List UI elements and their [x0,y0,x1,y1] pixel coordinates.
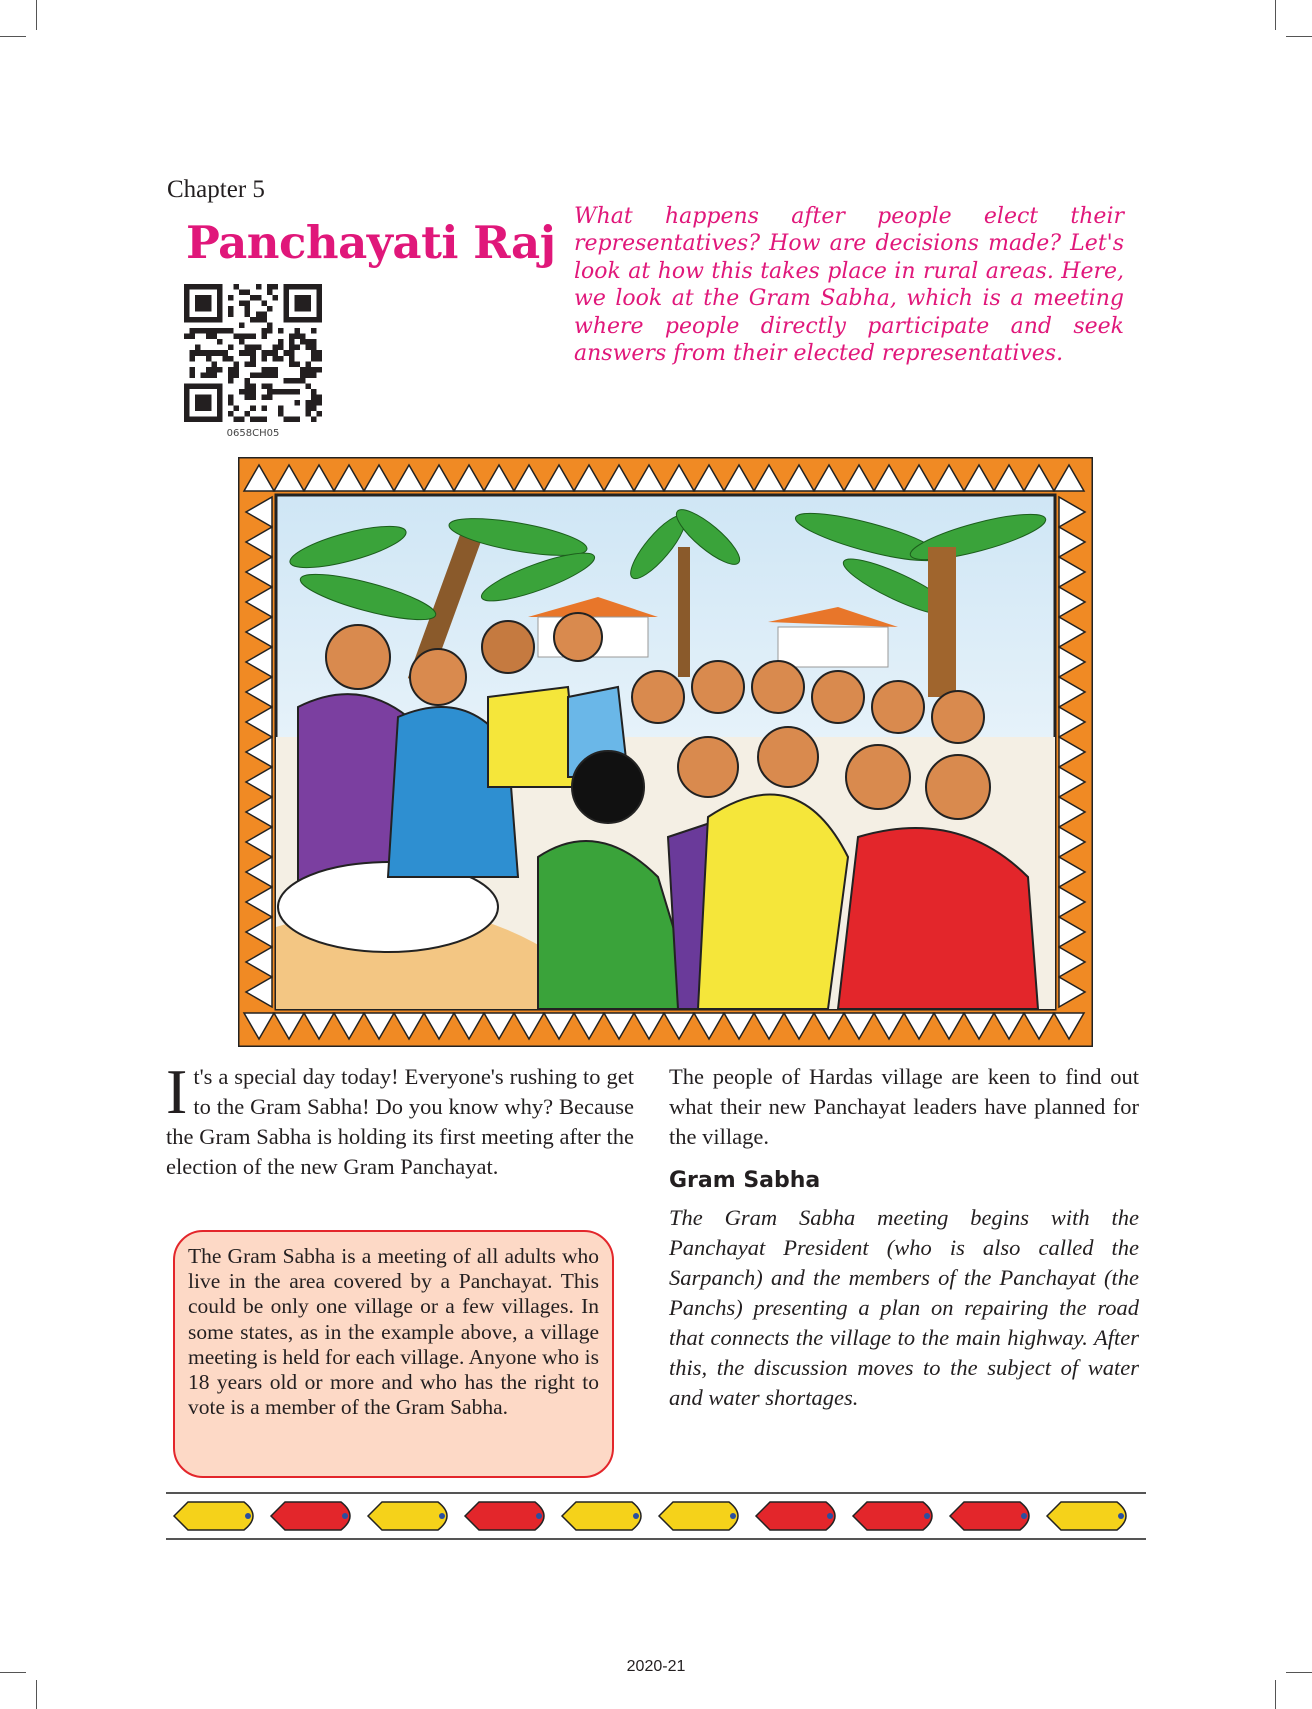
section-heading: Gram Sabha [669,1168,821,1193]
fish-motif [465,1502,544,1530]
intro-paragraph-text: t's a special day today! Everyone's rushing to get to the Gram Sabha! Do you know why? Because the Gram Sabha is holding its first meeting after the election of the new Gram Panchayat. [166,1064,634,1179]
fish-motif [853,1502,932,1530]
decorative-fish-border [166,1490,1146,1542]
fish-eye [245,1513,251,1519]
fish-motif [271,1502,350,1530]
fish-eye [536,1513,542,1519]
fish-eye [1118,1513,1124,1519]
fish-motif [1047,1502,1126,1530]
crop-mark [0,36,26,37]
fish-motif [659,1502,738,1530]
qr-code-label: 0658CH05 [226,428,280,439]
gram-sabha-illustration [238,457,1093,1047]
drop-cap: I [166,1056,188,1127]
fish-motif [950,1502,1029,1530]
page-footer-year: 2020-21 [626,1658,686,1675]
gram-sabha-paragraph: The Gram Sabha meeting begins with the Panchayat President (who is also called the Sarpanch) and the members of the Panchayat (the Panchs) presenting a plan on repairing the road that connects the village to the main highway. After this, the discussion moves to the subject of water and water shortages. [669,1205,1139,1410]
chapter-intro: What happens after people elect their representatives? How are decisions made? Let's look at how this takes place in rural areas. Here, we look at the Gram Sabha, which is a meeting where people directly participate and seek answers from their elected representatives. [574,204,1124,367]
fish-eye [1021,1513,1027,1519]
fish-motif [562,1502,641,1530]
gram-sabha-definition-box: The Gram Sabha is a meeting of all adults who live in the area covered by a Panchayat. This could be only one village or a few villages. In some states, as in the example above, a village meeting is held for each village. Anyone who is 18 years old or more and who has the right to vote is a member of the Gram Sabha. [173,1230,614,1478]
hardas-paragraph: The people of Hardas village are keen to find out what their new Panchayat leaders have planned for the village. [669,1064,1139,1149]
fish-eye [439,1513,445,1519]
chapter-label: Chapter 5 [167,176,265,203]
fish-eye [633,1513,639,1519]
fish-eye [342,1513,348,1519]
chapter-title: Panchayati Raj [186,216,556,269]
fish-motif [174,1502,253,1530]
fish-motif [368,1502,447,1530]
fish-eye [827,1513,833,1519]
fish-motif [756,1502,835,1530]
intro-paragraph [166,1056,634,1182]
crop-mark [36,0,37,30]
crop-mark [1275,0,1276,30]
crop-mark [1286,36,1312,37]
crop-mark [36,1680,37,1709]
qr-code[interactable] [184,284,322,422]
fish-eye [924,1513,930,1519]
fish-eye [730,1513,736,1519]
crop-mark [1275,1680,1276,1709]
